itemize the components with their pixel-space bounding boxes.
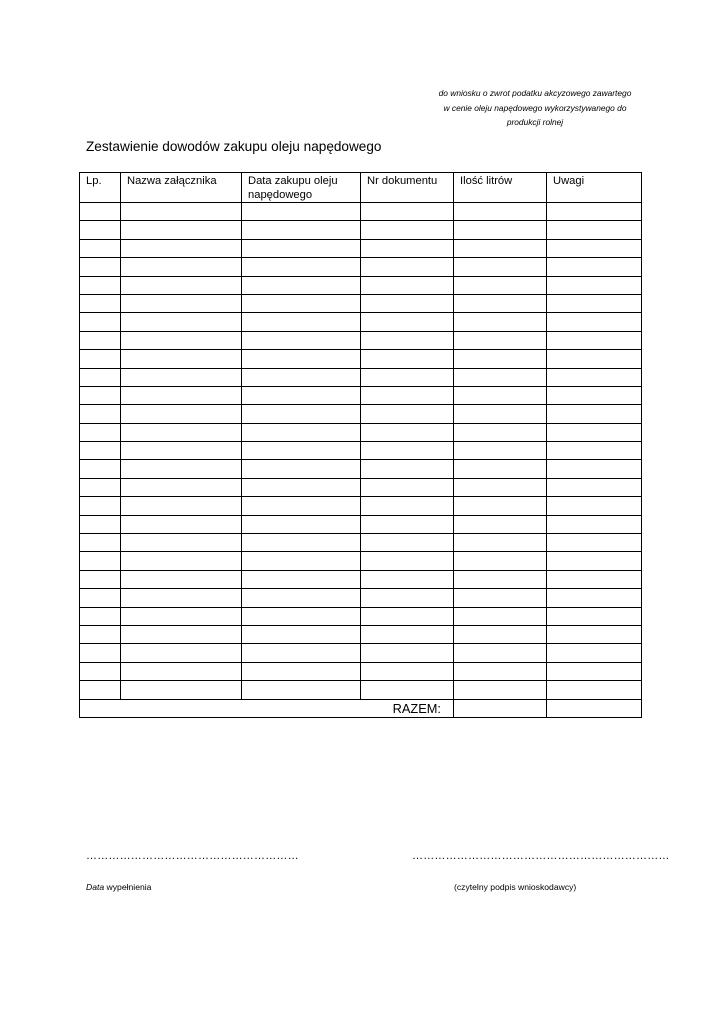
table-cell[interactable] (361, 625, 454, 643)
table-cell[interactable] (121, 478, 242, 496)
table-cell[interactable] (242, 552, 361, 570)
table-cell[interactable] (242, 368, 361, 386)
table-header-row (80, 173, 642, 203)
header-lp: Lp. (80, 173, 121, 203)
table-cell[interactable] (454, 276, 547, 294)
table-cell[interactable] (242, 331, 361, 349)
table-cell[interactable] (454, 221, 547, 239)
table-cell[interactable] (454, 534, 547, 552)
table-cell[interactable] (242, 644, 361, 662)
table-cell[interactable] (242, 258, 361, 276)
table-cell[interactable] (80, 386, 121, 404)
table-row (80, 497, 642, 515)
table-cell[interactable] (80, 644, 121, 662)
table-cell[interactable] (121, 368, 242, 386)
table-cell[interactable] (361, 276, 454, 294)
table-row (80, 515, 642, 533)
header-data-zakupu-line-2: napędowego (248, 188, 313, 201)
table-cell[interactable] (454, 239, 547, 257)
table-cell[interactable] (361, 221, 454, 239)
table-cell[interactable] (547, 423, 642, 441)
table-cell[interactable] (80, 313, 121, 331)
table-cell[interactable] (121, 294, 242, 312)
table-cell[interactable] (547, 313, 642, 331)
table-body (80, 203, 642, 718)
table-cell[interactable] (80, 294, 121, 312)
table-cell[interactable] (361, 662, 454, 680)
table-row (80, 276, 642, 294)
table-row (80, 294, 642, 312)
table-cell[interactable] (361, 644, 454, 662)
table-cell[interactable] (454, 478, 547, 496)
table-cell[interactable] (80, 681, 121, 699)
table-row (80, 313, 642, 331)
date-caption-italic: Data (86, 882, 105, 892)
table-cell[interactable] (454, 203, 547, 221)
table-cell[interactable] (361, 331, 454, 349)
table-cell[interactable] (547, 221, 642, 239)
table-cell[interactable] (547, 203, 642, 221)
table-cell[interactable] (242, 589, 361, 607)
table-cell[interactable] (121, 681, 242, 699)
table-row (80, 681, 642, 699)
table-cell[interactable] (547, 681, 642, 699)
table-row (80, 552, 642, 570)
table-cell[interactable] (242, 662, 361, 680)
table-cell[interactable] (242, 681, 361, 699)
table-cell[interactable] (242, 625, 361, 643)
table-cell[interactable] (242, 350, 361, 368)
total-label: RAZEM: (80, 699, 454, 717)
table-cell[interactable] (547, 644, 642, 662)
table-cell[interactable] (242, 294, 361, 312)
table-cell[interactable] (454, 625, 547, 643)
header-data-zakupu (242, 173, 361, 203)
table-cell[interactable] (242, 570, 361, 588)
table-cell[interactable] (80, 589, 121, 607)
table-row (80, 221, 642, 239)
table-row (80, 368, 642, 386)
table-cell[interactable] (242, 203, 361, 221)
table-cell[interactable] (454, 350, 547, 368)
table-cell[interactable] (361, 405, 454, 423)
table-cell[interactable] (547, 534, 642, 552)
table-cell[interactable] (361, 570, 454, 588)
table-cell[interactable] (547, 258, 642, 276)
table-cell[interactable] (242, 239, 361, 257)
table-cell[interactable] (242, 460, 361, 478)
table-cell[interactable] (121, 625, 242, 643)
table-cell[interactable] (454, 313, 547, 331)
table-cell[interactable] (80, 570, 121, 588)
table-cell[interactable] (242, 607, 361, 625)
date-signature-line: ………………………………………………… (86, 850, 299, 862)
table-row (80, 239, 642, 257)
table-cell[interactable] (454, 662, 547, 680)
table-cell[interactable] (121, 203, 242, 221)
table-cell[interactable] (121, 644, 242, 662)
total-litres-cell[interactable] (454, 699, 547, 717)
table-row (80, 386, 642, 404)
table-cell[interactable] (361, 460, 454, 478)
table-cell[interactable] (121, 350, 242, 368)
table-cell[interactable] (80, 534, 121, 552)
table-cell[interactable] (361, 350, 454, 368)
header-nr-dokumentu: Nr dokumentu (361, 173, 454, 203)
table-cell[interactable] (547, 515, 642, 533)
applicant-signature-line: …………………………………………………………… (412, 850, 670, 862)
table-cell[interactable] (80, 368, 121, 386)
table-cell[interactable] (454, 607, 547, 625)
table-row (80, 460, 642, 478)
table-cell[interactable] (80, 405, 121, 423)
table-cell[interactable] (121, 570, 242, 588)
purchase-evidence-table (79, 172, 642, 718)
table-cell[interactable] (454, 331, 547, 349)
table-cell[interactable] (361, 497, 454, 515)
table-cell[interactable] (361, 423, 454, 441)
table-cell[interactable] (80, 552, 121, 570)
table-cell[interactable] (121, 662, 242, 680)
table-cell[interactable] (242, 478, 361, 496)
table-cell[interactable] (121, 386, 242, 404)
note-line-2: w cenie oleju napędowego wykorzystywanego do (443, 102, 627, 113)
table-cell[interactable] (80, 460, 121, 478)
table-cell[interactable] (547, 607, 642, 625)
table-cell[interactable] (242, 276, 361, 294)
table-row (80, 644, 642, 662)
total-notes-cell[interactable] (547, 699, 642, 717)
table-cell[interactable] (121, 460, 242, 478)
table-cell[interactable] (547, 570, 642, 588)
table-cell[interactable] (547, 460, 642, 478)
table-cell[interactable] (361, 442, 454, 460)
table-cell[interactable] (454, 681, 547, 699)
table-cell[interactable] (547, 662, 642, 680)
table-cell[interactable] (454, 589, 547, 607)
table-cell[interactable] (121, 258, 242, 276)
table-cell[interactable] (547, 497, 642, 515)
table-cell[interactable] (547, 625, 642, 643)
total-row (80, 699, 642, 717)
table-cell[interactable] (80, 276, 121, 294)
note-line-1: do wniosku o zwrot podatku akcyzowego zawartego (438, 88, 632, 98)
table-cell[interactable] (80, 515, 121, 533)
table-cell[interactable] (121, 239, 242, 257)
table-row (80, 589, 642, 607)
table-cell[interactable] (80, 662, 121, 680)
table-cell[interactable] (361, 313, 454, 331)
table-cell[interactable] (454, 644, 547, 662)
table-cell[interactable] (361, 478, 454, 496)
table-cell[interactable] (454, 552, 547, 570)
table-cell[interactable] (361, 239, 454, 257)
table-cell[interactable] (547, 478, 642, 496)
table-row (80, 258, 642, 276)
table-cell[interactable] (80, 239, 121, 257)
table-cell[interactable] (547, 294, 642, 312)
table-row (80, 478, 642, 496)
table-cell[interactable] (242, 423, 361, 441)
table-cell[interactable] (242, 405, 361, 423)
table-cell[interactable] (547, 276, 642, 294)
table-cell[interactable] (80, 350, 121, 368)
table-cell[interactable] (242, 534, 361, 552)
table-cell[interactable] (121, 423, 242, 441)
table-cell[interactable] (121, 442, 242, 460)
table-cell[interactable] (121, 221, 242, 239)
table-cell[interactable] (547, 386, 642, 404)
table-cell[interactable] (454, 405, 547, 423)
date-caption-rest: wypełnienia (104, 882, 152, 892)
table-row (80, 203, 642, 221)
table-cell[interactable] (361, 203, 454, 221)
table-cell[interactable] (80, 478, 121, 496)
form-attachment-note (420, 86, 650, 130)
table-cell[interactable] (80, 423, 121, 441)
header-uwagi: Uwagi (547, 173, 642, 203)
table-cell[interactable] (121, 276, 242, 294)
table-cell[interactable] (121, 313, 242, 331)
table-cell[interactable] (361, 589, 454, 607)
table-cell[interactable] (242, 221, 361, 239)
note-line-3: produkcji rolnej (506, 117, 564, 127)
table-cell[interactable] (121, 589, 242, 607)
table-row (80, 405, 642, 423)
table-cell[interactable] (454, 442, 547, 460)
table-cell[interactable] (80, 625, 121, 643)
date-caption (86, 882, 151, 892)
table-row (80, 662, 642, 680)
table-cell[interactable] (361, 534, 454, 552)
table-cell[interactable] (242, 515, 361, 533)
table-cell[interactable] (547, 368, 642, 386)
table-cell[interactable] (454, 515, 547, 533)
table-cell[interactable] (454, 258, 547, 276)
table-cell[interactable] (80, 442, 121, 460)
table-cell[interactable] (454, 497, 547, 515)
table-cell[interactable] (242, 313, 361, 331)
table-cell[interactable] (361, 386, 454, 404)
header-ilosc-litrow: Ilość litrów (454, 173, 547, 203)
table-cell[interactable] (361, 368, 454, 386)
header-nazwa-zalacznika: Nazwa załącznika (121, 173, 242, 203)
table-cell[interactable] (547, 331, 642, 349)
table-cell[interactable] (361, 681, 454, 699)
table-cell[interactable] (80, 221, 121, 239)
table-cell[interactable] (547, 350, 642, 368)
document-title: Zestawienie dowodów zakupu oleju napędowego (86, 139, 382, 154)
table-row (80, 534, 642, 552)
table-cell[interactable] (454, 460, 547, 478)
table-cell[interactable] (361, 258, 454, 276)
table-cell[interactable] (454, 570, 547, 588)
table-cell[interactable] (547, 442, 642, 460)
table-cell[interactable] (121, 607, 242, 625)
table-cell[interactable] (361, 607, 454, 625)
table-row (80, 625, 642, 643)
table-cell[interactable] (454, 386, 547, 404)
table-cell[interactable] (242, 386, 361, 404)
table-cell[interactable] (547, 239, 642, 257)
table-row (80, 423, 642, 441)
table-row (80, 607, 642, 625)
table-cell[interactable] (361, 552, 454, 570)
table-cell[interactable] (547, 589, 642, 607)
table-cell[interactable] (121, 534, 242, 552)
table-cell[interactable] (80, 497, 121, 515)
table-cell[interactable] (121, 331, 242, 349)
table-row (80, 570, 642, 588)
table-cell[interactable] (454, 423, 547, 441)
header-data-zakupu-line-1: Data zakupu oleju (248, 175, 338, 187)
table-cell[interactable] (547, 552, 642, 570)
table-row (80, 331, 642, 349)
table-cell[interactable] (80, 331, 121, 349)
table-cell[interactable] (361, 294, 454, 312)
table-row (80, 350, 642, 368)
table-cell[interactable] (454, 368, 547, 386)
table-cell[interactable] (242, 442, 361, 460)
table-cell[interactable] (242, 497, 361, 515)
table-row (80, 442, 642, 460)
table-cell[interactable] (121, 552, 242, 570)
table-cell[interactable] (361, 515, 454, 533)
table-cell[interactable] (121, 405, 242, 423)
table-cell[interactable] (80, 203, 121, 221)
table-cell[interactable] (454, 294, 547, 312)
table-cell[interactable] (121, 515, 242, 533)
table-cell[interactable] (80, 607, 121, 625)
table-cell[interactable] (80, 258, 121, 276)
table-cell[interactable] (547, 405, 642, 423)
table-cell[interactable] (121, 497, 242, 515)
signature-caption: (czytelny podpis wnioskodawcy) (454, 882, 577, 892)
